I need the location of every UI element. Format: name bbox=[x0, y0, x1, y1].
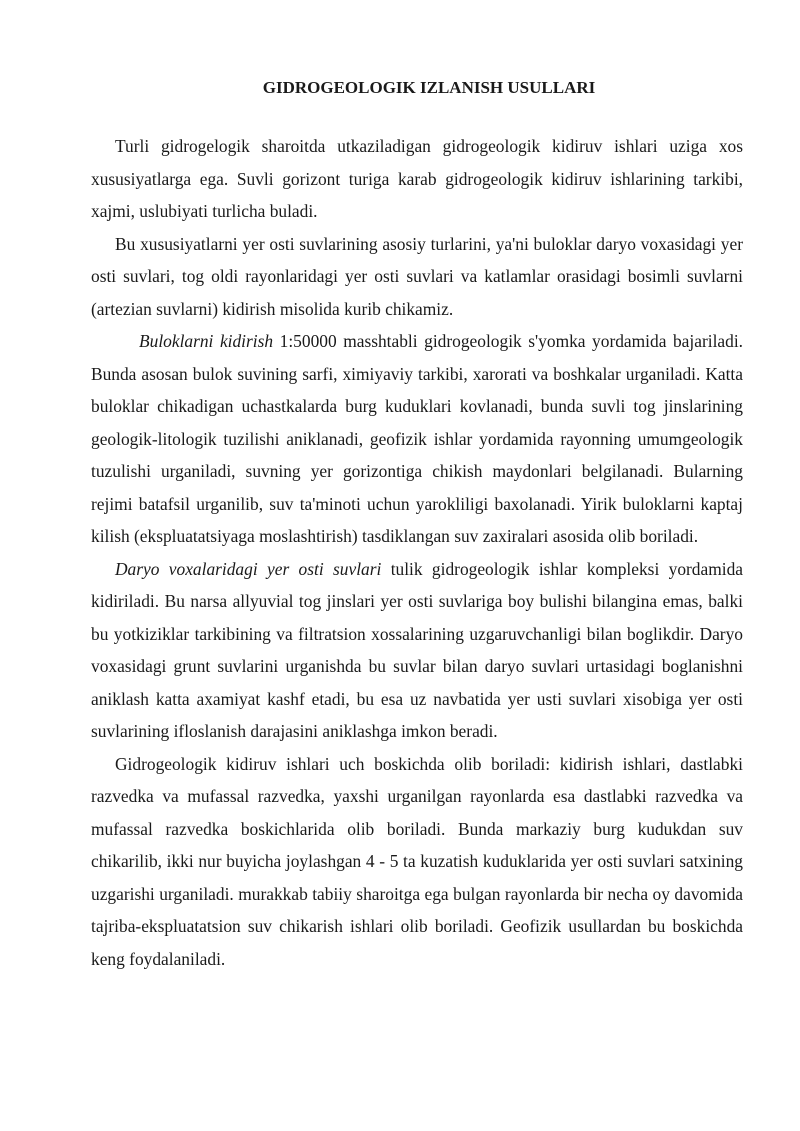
page-title: GIDROGEOLOGIK IZLANISH USULLARI bbox=[262, 78, 596, 97]
paragraph-text: Bu xususiyatlarni yer osti suvlarining asosiy turlarini, ya'ni buloklar daryo voxasidagi yer osti suvlari, tog oldi rayonlaridagi yer osti suvlari va katlamlar orasidagi bosimli suvlarni (artezian suvlarni) kidirish misolida kurib chikamiz. bbox=[91, 233, 743, 319]
paragraph-springs bbox=[91, 325, 743, 553]
paragraph-intro bbox=[91, 130, 743, 228]
paragraph-groundwater-types bbox=[91, 228, 743, 326]
paragraph-text: Gidrogeologik kidiruv ishlari uch boskichda olib boriladi: kidirish ishlari, dastlabki razvedka va mufassal razvedka, yaxshi urganilgan rayonlarda esa dastlabki razvedka va mufassal razvedka boskichlarida olib boriladi. Bunda markaziy burg kudukdan suv chikarilib, ikki nur buyicha joylashgan 4 - 5 ta kuzatish kuduklarida yer osti suvlari satxining uzgarishi urganiladi. murakkab tabiiy sharoitga ega bulgan rayonlarda bir necha oy davomida tajriba-ekspluatatsion suv chikarish ishlari olib boriladi. Geofizik usullardan bu boskichda keng foydalaniladi. bbox=[91, 753, 743, 969]
paragraph-text: 1:50000 masshtabli gidrogeologik s'yomka yordamida bajariladi. Bunda asosan bulok suvining sarfi, ximiyaviy tarkibi, xarorati va boshkalar urganiladi. Katta buloklar chikadigan uchastkalarda burg kuduklari kovlanadi, bunda suvli tog jinslarining geologik-litologik tuzilishi aniklanadi, geofizik ishlar yordamida rayonning umumgeologik tuzulishi urganiladi, suvning yer gorizontiga chikish maydonlari belgilanadi. Bularning rejimi batafsil urganilib, suv ta'minoti uchun yarokliligi baxolanadi. Yirik buloklarni kaptaj kilish (ekspluatatsiyaga moslashtirish) tasdiklangan suv zaxiralari asosida olib boriladi. bbox=[91, 331, 743, 546]
paragraph-lead-italic: Daryo voxalaridagi yer osti suvlari bbox=[115, 558, 382, 579]
document-page bbox=[91, 72, 743, 975]
paragraph-lead-italic: Buloklarni kidirish bbox=[139, 331, 274, 351]
paragraph-text: tulik gidrogeologik ishlar kompleksi yordamida kidiriladi. Bu narsa allyuvial tog jinslari yer osti suvlariga boy bulishi bilangina emas, balki bu yotkiziklar tarkibining va filtratsion xossalarining uzgaruvchanligi bilan boglikdir. Daryo voxasidagi grunt suvlarini urganishda bu suvlar bilan daryo suvlari urtasidagi boglanishni aniklash katta axamiyat kashf etadi, bu esa uz navbatida yer usti suvlari xisobiga yer osti suvlarining ifloslanish darajasini aniklashga imkon beradi. bbox=[91, 558, 743, 741]
paragraph-text: Turli gidrogelogik sharoitda utkaziladigan gidrogeologik kidiruv ishlari uziga xos xususiyatlarga ega. Suvli gorizont turiga karab gidrogeologik kidiruv ishlarining tarkibi, xajmi, uslubiyati turlicha buladi. bbox=[91, 136, 743, 221]
paragraph-river-valleys bbox=[91, 553, 743, 748]
paragraph-stages bbox=[91, 748, 743, 976]
